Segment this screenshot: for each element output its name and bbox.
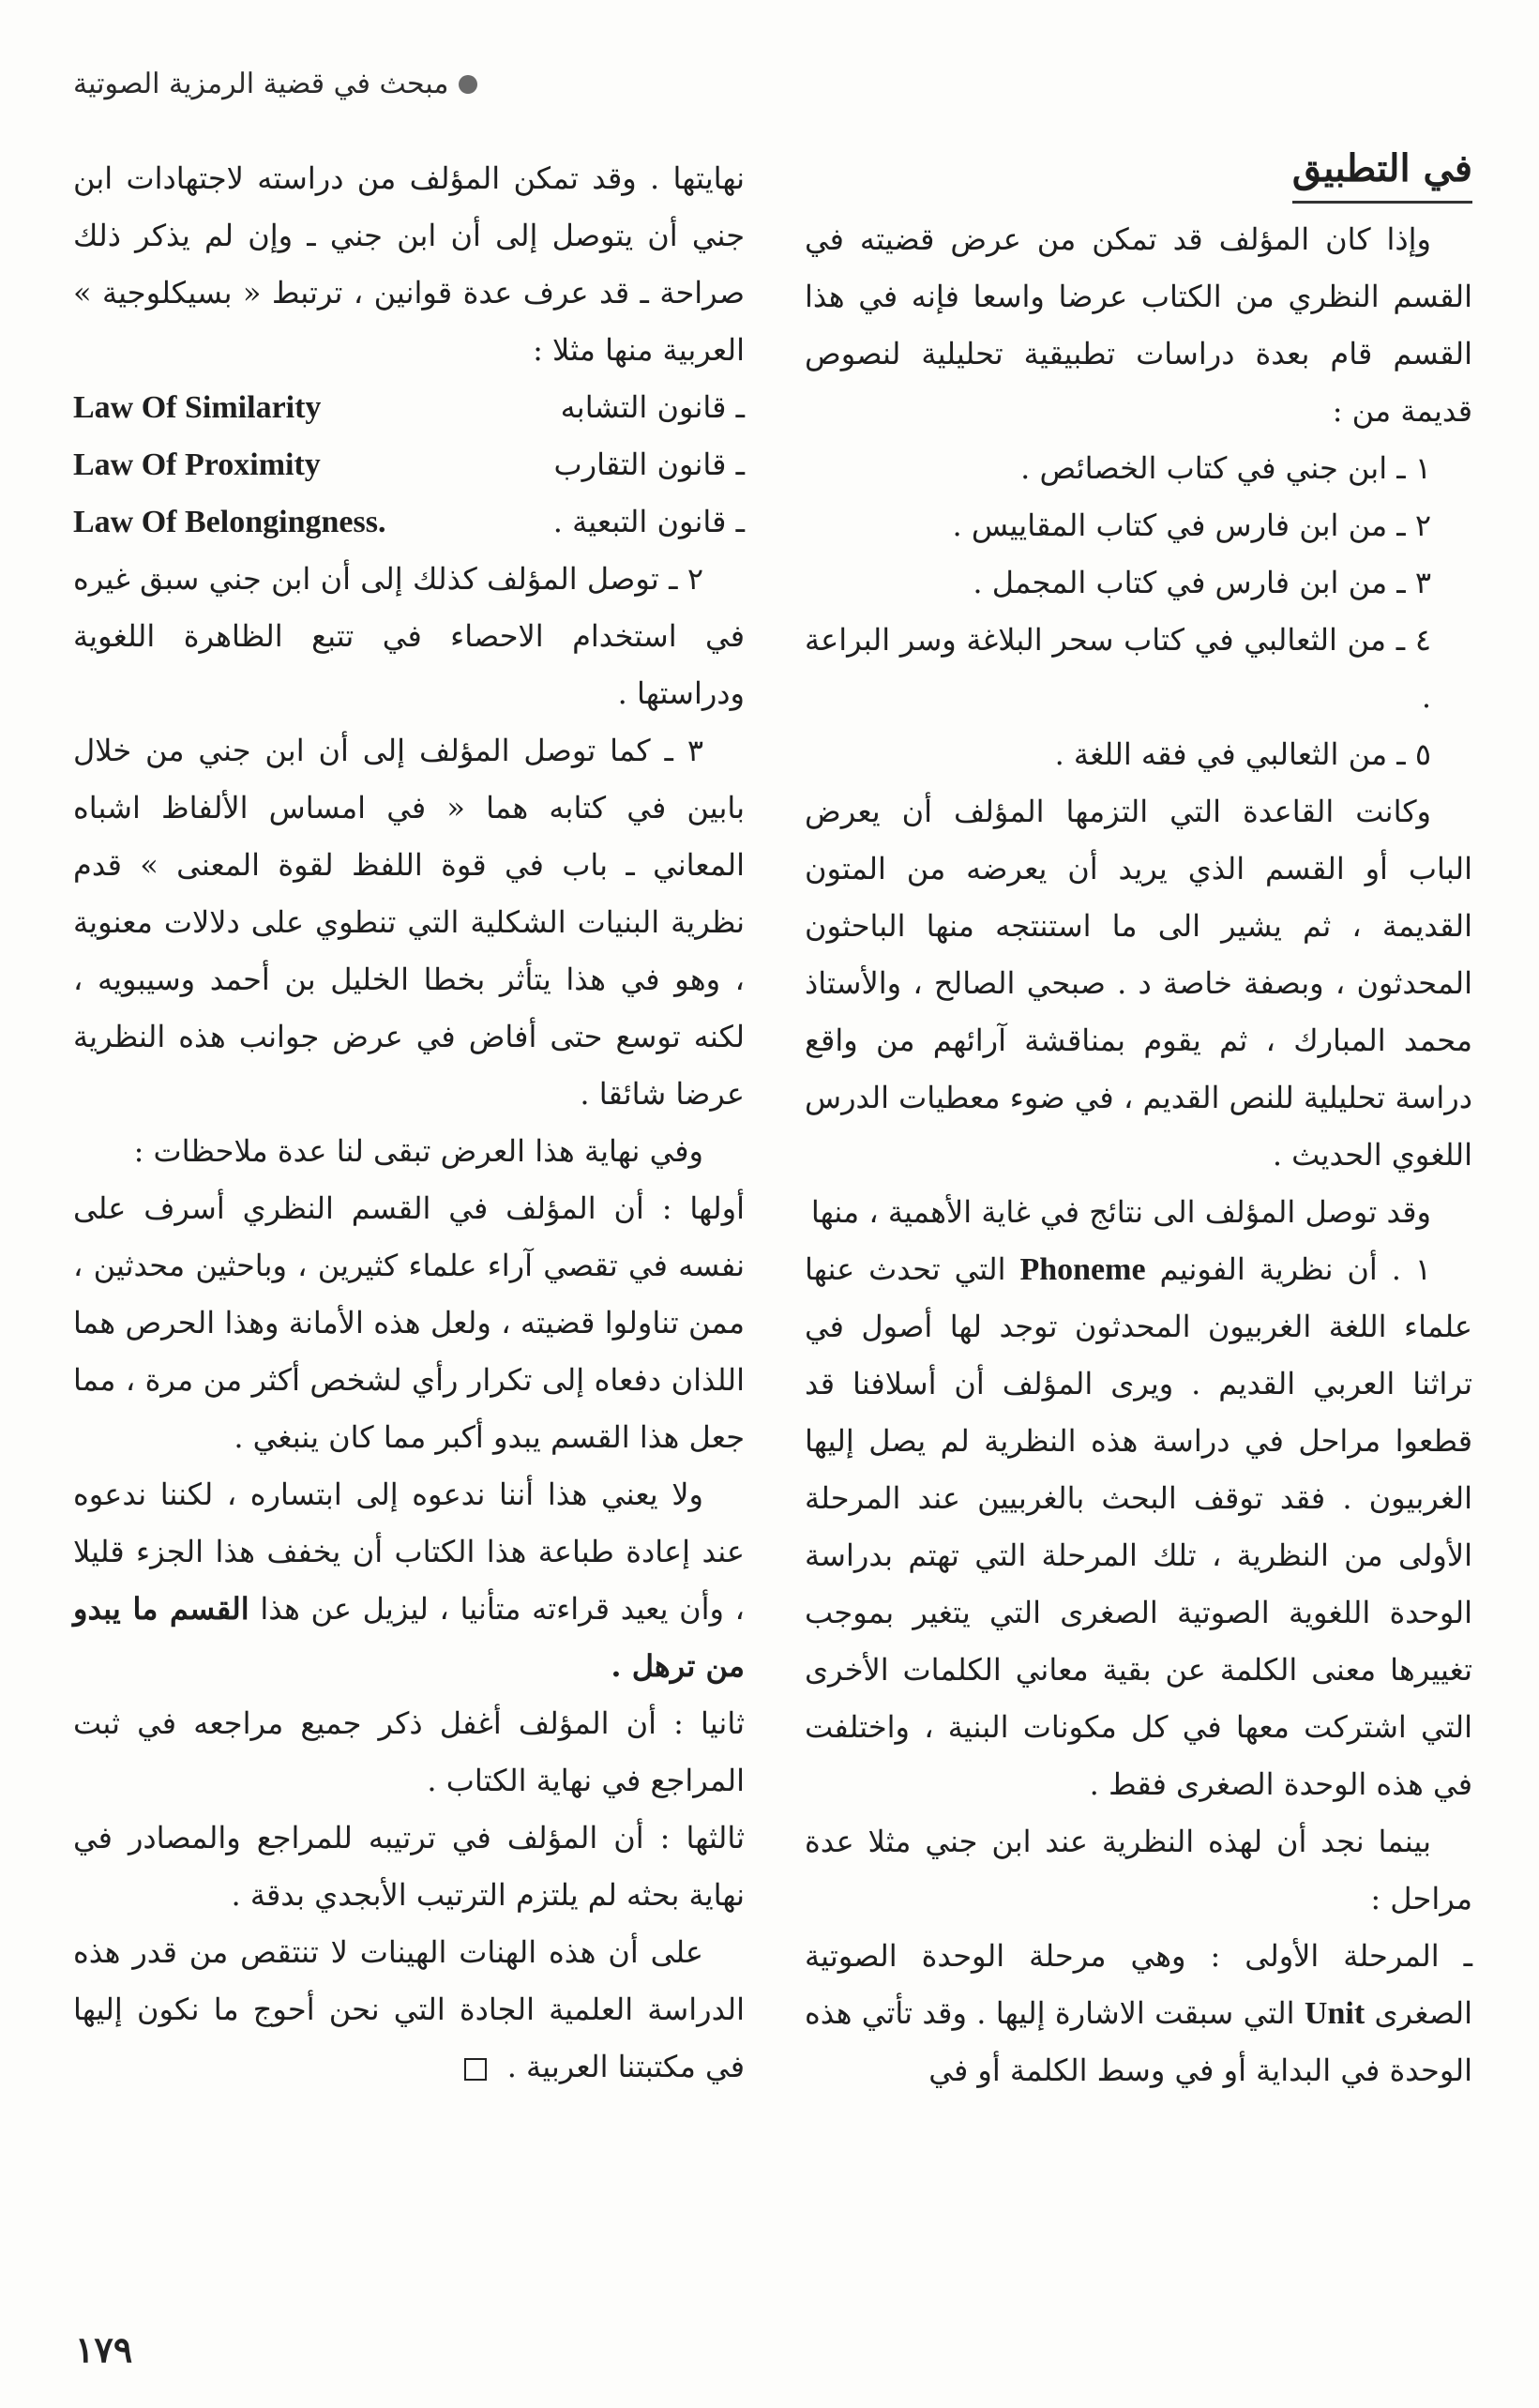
unit-term: Unit [1304,1996,1365,2031]
note-one-paragraph: أولها : أن المؤلف في القسم النظري أسرف على نفسه في تقصي آراء علماء كثيرين ، وباحثين محدثين ، ممن تناولوا قضيته ، ولعل هذه الأمانة وهذا الحرص هما اللذان دفعاه إلى تكرار رأي لشخص أكثر من مرة ، مما جعل هذا القسم يبدو أكبر مما كان ينبغي . [73,1190,746,1455]
closing-paragraph [73,1924,745,2096]
stage-one-rest: التي سبقت الاشارة إليها . وقد تأتي هذه الوحدة في البداية أو في وسط الكلمة أو في [805,1995,1472,2088]
law-arabic: ـ قانون التشابه [560,389,745,425]
note-one-continuation [73,1466,745,1695]
intro-paragraph: وإذا كان المؤلف قد تمكن من عرض قضيته في القسم النظري من الكتاب عرضا واسعا فإنه في هذا القسم قام بعدة دراسات تطبيقية تحليلية لنصوص قديمة من : [805,221,1472,429]
running-header [73,68,477,100]
point-two-paragraph: ٢ ـ توصل المؤلف كذلك إلى أن ابن جني سبق غيره في استخدام الاحصاء في تتبع الظاهرة اللغوية ودراستها . [73,561,745,711]
law-english: Law Of Belongingness. [73,505,386,539]
results-intro: وقد توصل المؤلف الى نتائج في غاية الأهمية ، منها [810,1194,1431,1230]
source-item: ١ ـ ابن جني في كتاب الخصائص . [1020,450,1431,486]
end-of-article-icon [464,2058,487,2081]
note-one-cont-main: ولا يعني هذا أننا ندعوه إلى ابتساره ، لكننا ندعوه عند إعادة طباعة هذا الكتاب أن يخفف هذا الجزء قليلا ، وأن يعيد قراءته متأنيا ، ليزيل عن هذا [73,1477,746,1627]
phoneme-paragraph [805,1241,1472,1813]
right-column [805,141,1472,2099]
method-paragraph: وكانت القاعدة التي التزمها المؤلف أن يعرض الباب أو القسم الذي يريد أن يعرضه من المتون القديمة ، ثم يشير الى ما استنتجه منها الباحثون المحدثون ، وبصفة خاصة د . صبحي الصالح ، والأستاذ محمد المبارك ، ثم يقوم بمناقشة آرائهم من واقع دراسة تحليلية للنص القديم ، في ضوء معطيات الدرس اللغوي الحديث . [805,794,1472,1173]
source-item: ٣ ـ من ابن فارس في كتاب المجمل . [973,565,1431,600]
note-three-paragraph: ثالثها : أن المؤلف في ترتيبه للمراجع والمصادر في نهاية بحثه لم يلتزم الترتيب الأبجدي بدقة . [73,1820,745,1913]
page-number: ١٧٩ [75,2328,133,2370]
stage-one-paragraph [805,1928,1472,2099]
law-arabic: ـ قانون التقارب [553,447,745,482]
note-two-paragraph: ثانيا : أن المؤلف أغفل ذكر جميع مراجعه في ثبت المراجع في نهاية الكتاب . [73,1705,745,1798]
continuation-paragraph: نهايتها . وقد تمكن المؤلف من دراسته لاجتهادات ابن جني أن يتوصل إلى أن ابن جني ـ وإن لم يذكر ذلك صراحة ـ قد عرف عدة قوانين ، ترتبط « بسيكلوجية » العربية منها مثلا : [73,160,745,368]
section-heading: في التطبيق [1292,141,1472,204]
law-line [73,436,745,493]
bullet-icon [459,75,477,94]
source-item: ٥ ـ من الثعالبي في فقه اللغة . [1054,736,1431,772]
phoneme-prefix: ١ . أن نظرية الفونيم [1159,1251,1432,1287]
phoneme-term: Phoneme [1019,1252,1146,1287]
stages-intro: بينما نجد أن لهذه النظرية عند ابن جني مثلا عدة مراحل : [805,1824,1472,1916]
stage-one-prefix: ـ المرحلة الأولى : وهي مرحلة الوحدة الصوتية الصغرى [805,1938,1473,2031]
notes-intro: وفي نهاية هذا العرض تبقى لنا عدة ملاحظات : [133,1133,703,1169]
left-column [73,150,745,2096]
source-item: ٢ ـ من ابن فارس في كتاب المقاييس . [952,507,1431,543]
law-line [73,493,745,551]
running-title: مبحث في قضية الرمزية الصوتية [73,68,449,100]
note-one-cont-bold: القسم ما يبدو من ترهل . [73,1591,745,1684]
point-three-paragraph: ٣ ـ كما توصل المؤلف إلى أن ابن جني من خلال بابين في كتابه هما « في امساس الألفاظ اشباه المعاني ـ باب في قوة اللفظ لقوة المعنى » قدم نظرية البنيات الشكلية التي تنطوي على دلالات معنوية ، وهو في هذا يتأثر بخطا الخليل بن أحمد وسيبويه ، لكنه توسع حتى أفاض في عرض جوانب هذه النظرية عرضا شائقا . [73,733,745,1112]
closing-text: على أن هذه الهنات الهينات لا تنتقص من قدر هذه الدراسة العلمية الجادة التي نحن أحوج ما نكون إليها في مكتبتنا العربية . [73,1934,745,2084]
law-english: Law Of Proximity [73,447,321,482]
phoneme-rest: التي تحدث عنها علماء اللغة الغربيون المحدثون توجد لها أصول في تراثنا العربي القديم . ويرى المؤلف أن أسلافنا قد قطعوا مراحل في دراسة هذه النظرية لم يصل إليها الغربيون . فقد توقف البحث بالغربيين عند المرحلة الأولى من النظرية ، تلك المرحلة التي تهتم بدراسة الوحدة اللغوية الصوتية الصغرى التي يتغير بموجب تغييرها معنى الكلمة عن بقية معاني الكلمات الأخرى التي اشتركت معها في كل مكونات البنية ، واختلفت في هذه الوحدة الصغرى فقط . [805,1251,1472,1802]
law-english: Law Of Similarity [73,390,322,425]
source-item: ٤ ـ من الثعالبي في كتاب سحر البلاغة وسر البراعة . [805,622,1432,715]
law-arabic: ـ قانون التبعية . [552,504,745,539]
law-line [73,379,745,436]
